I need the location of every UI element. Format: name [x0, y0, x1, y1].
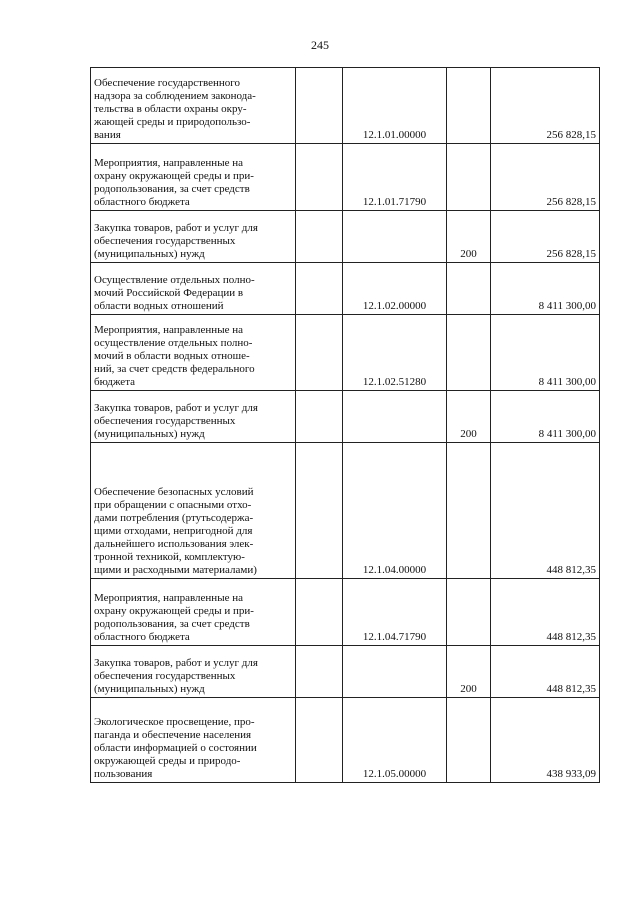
table-row	[91, 68, 600, 144]
row-expense-type	[447, 68, 491, 144]
row-blank-cell	[296, 315, 343, 391]
row-code	[343, 211, 447, 263]
row-description: Закупка товаров, работ и услуг для обеспечения государственных (муниципальных) нужд	[91, 646, 296, 698]
table-row	[91, 315, 600, 391]
row-blank-cell	[296, 68, 343, 144]
row-code: 12.1.04.71790	[343, 579, 447, 646]
row-amount: 8 411 300,00	[491, 315, 600, 391]
row-expense-type: 200	[447, 211, 491, 263]
table-row	[91, 443, 600, 579]
row-amount: 256 828,15	[491, 68, 600, 144]
row-amount: 438 933,09	[491, 698, 600, 783]
table-row	[91, 579, 600, 646]
row-expense-type	[447, 315, 491, 391]
row-description: Мероприятия, направленные на осуществление отдельных полно- мочий в области водных отноше- ний, за счет средств федерального бюджета	[91, 315, 296, 391]
row-blank-cell	[296, 443, 343, 579]
row-blank-cell	[296, 263, 343, 315]
row-code	[343, 391, 447, 443]
row-amount: 448 812,35	[491, 579, 600, 646]
table-row	[91, 263, 600, 315]
row-amount: 256 828,15	[491, 211, 600, 263]
row-code: 12.1.01.00000	[343, 68, 447, 144]
row-amount: 8 411 300,00	[491, 263, 600, 315]
table-row	[91, 391, 600, 443]
row-blank-cell	[296, 391, 343, 443]
row-code	[343, 646, 447, 698]
row-amount: 448 812,35	[491, 646, 600, 698]
row-expense-type: 200	[447, 646, 491, 698]
row-amount: 256 828,15	[491, 144, 600, 211]
row-expense-type	[447, 263, 491, 315]
budget-table	[90, 67, 600, 783]
row-blank-cell	[296, 646, 343, 698]
row-description: Обеспечение государственного надзора за соблюдением законода- тельства в области охраны окру- жающей среды и природопользо- вания	[91, 68, 296, 144]
row-expense-type	[447, 579, 491, 646]
row-code: 12.1.02.51280	[343, 315, 447, 391]
row-description: Мероприятия, направленные на охрану окружающей среды и при- родопользования, за счет средств областного бюджета	[91, 144, 296, 211]
row-description: Обеспечение безопасных условий при обращении с опасными отхо- дами потребления (ртутьсодержа- щими отходами, непригодной для дальнейшего использования элек- тронной техникой, комплектую- щими и расходными материалами)	[91, 443, 296, 579]
table-row	[91, 646, 600, 698]
row-code: 12.1.04.00000	[343, 443, 447, 579]
row-description: Осуществление отдельных полно- мочий Российской Федерации в области водных отношений	[91, 263, 296, 315]
row-expense-type	[447, 698, 491, 783]
row-code: 12.1.05.00000	[343, 698, 447, 783]
table-row	[91, 144, 600, 211]
row-code: 12.1.02.00000	[343, 263, 447, 315]
row-expense-type	[447, 443, 491, 579]
row-description: Закупка товаров, работ и услуг для обеспечения государственных (муниципальных) нужд	[91, 211, 296, 263]
row-blank-cell	[296, 144, 343, 211]
row-blank-cell	[296, 211, 343, 263]
page-number: 245	[311, 38, 329, 52]
row-description: Экологическое просвещение, про- паганда и обеспечение населения области информацией о состоянии окружающей среды и природо- пользования	[91, 698, 296, 783]
row-blank-cell	[296, 698, 343, 783]
table-row	[91, 698, 600, 783]
row-amount: 8 411 300,00	[491, 391, 600, 443]
row-description: Мероприятия, направленные на охрану окружающей среды и при- родопользования, за счет средств областного бюджета	[91, 579, 296, 646]
row-blank-cell	[296, 579, 343, 646]
row-amount: 448 812,35	[491, 443, 600, 579]
table-row	[91, 211, 600, 263]
row-description: Закупка товаров, работ и услуг для обеспечения государственных (муниципальных) нужд	[91, 391, 296, 443]
row-expense-type	[447, 144, 491, 211]
row-expense-type: 200	[447, 391, 491, 443]
row-code: 12.1.01.71790	[343, 144, 447, 211]
